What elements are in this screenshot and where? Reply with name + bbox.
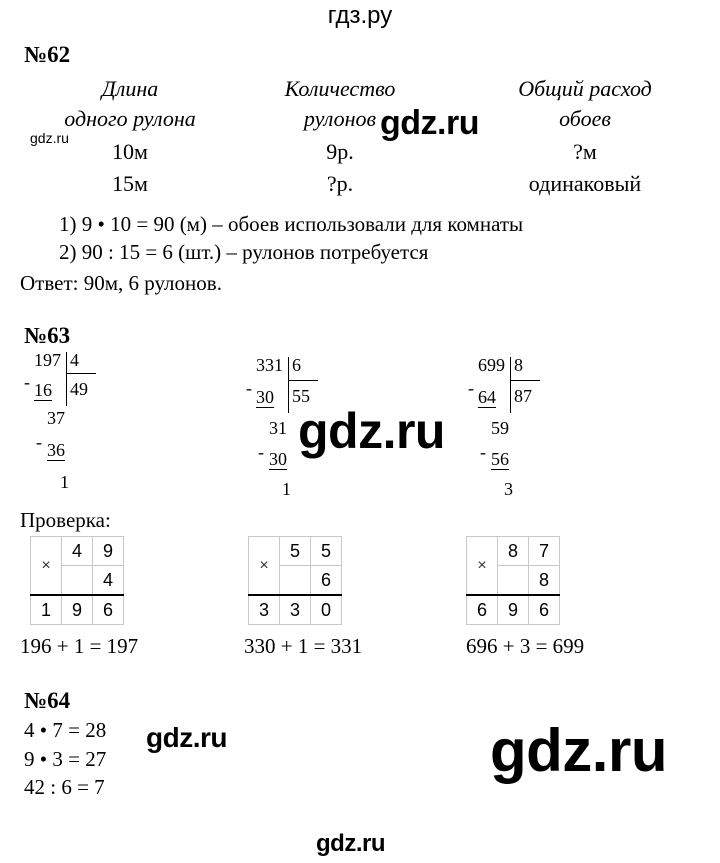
times-sign: × (467, 537, 498, 596)
minus-sign: - (24, 372, 30, 392)
site-title: гдз.ру (327, 2, 393, 29)
check-table-3 (466, 536, 560, 625)
header-roll-length-line1: Длина (101, 76, 159, 101)
subtrahend-2: 30 (269, 449, 287, 469)
subtrahend-1: 30 (256, 387, 274, 407)
digit: 0 (311, 595, 342, 625)
divisor: 4 (70, 350, 79, 370)
quotient: 49 (70, 379, 88, 399)
task-62-step-1: 1) 9 • 10 = 90 (м) – обоев использовали для комнаты (59, 212, 524, 236)
minus-sign: - (246, 378, 252, 398)
small-watermark-top: gdz.ru (30, 130, 69, 146)
digit: 8 (529, 566, 560, 596)
subtrahend-2: 56 (491, 449, 509, 469)
digit: 8 (498, 537, 529, 566)
partial-remainder: 37 (47, 408, 65, 428)
row1-count: 9р. (326, 139, 354, 164)
check-equation-3: 696 + 3 = 699 (466, 634, 585, 658)
quotient: 55 (292, 386, 310, 406)
times-sign: × (249, 537, 280, 596)
digit: 4 (62, 537, 93, 566)
row2-count: ?р. (326, 171, 354, 196)
minus-sign: - (468, 378, 474, 398)
times-sign: × (31, 537, 62, 596)
digit: 9 (62, 595, 93, 625)
task-62-step-2: 2) 90 : 15 = 6 (шт.) – рулонов потребуется (59, 240, 429, 264)
quotient-line (288, 380, 318, 381)
header-roll-count-line2: рулонов (303, 106, 377, 131)
check-equation-2: 330 + 1 = 331 (244, 634, 363, 658)
remainder: 1 (282, 479, 291, 499)
task-64-line-2: 9 • 3 = 27 (24, 747, 107, 771)
check-table-2 (248, 536, 342, 625)
digit: 6 (467, 595, 498, 625)
digit: 6 (93, 595, 124, 625)
remainder: 3 (504, 479, 513, 499)
digit: 3 (280, 595, 311, 625)
division-bar (288, 357, 289, 413)
dividend: 197 (34, 350, 61, 370)
division-bar (510, 357, 511, 413)
subtrahend-2: 36 (47, 440, 65, 460)
minus-sign: - (258, 442, 264, 462)
partial-remainder: 31 (269, 418, 287, 438)
digit: 6 (311, 566, 342, 596)
divisor: 8 (514, 355, 523, 375)
digit: 5 (280, 537, 311, 566)
empty-cell (498, 566, 529, 596)
task-64-line-1: 4 • 7 = 28 (24, 718, 107, 742)
digit: 5 (311, 537, 342, 566)
task-64-number: №64 (24, 688, 71, 713)
check-equation-1: 196 + 1 = 197 (20, 634, 139, 658)
quotient-line (510, 380, 540, 381)
check-label: Проверка: (20, 508, 111, 532)
watermark-5: gdz.ru (316, 830, 385, 857)
check-table-1 (30, 536, 124, 625)
digit: 1 (31, 595, 62, 625)
digit: 9 (498, 595, 529, 625)
row2-length: 15м (112, 171, 148, 196)
header-total-usage-line2: обоев (559, 106, 611, 131)
header-roll-count-line1: Количество (284, 76, 396, 101)
digit: 4 (93, 566, 124, 596)
quotient: 87 (514, 386, 532, 406)
header-roll-length-line2: одного рулона (64, 106, 196, 131)
watermark-2: gdz.ru (298, 403, 445, 459)
dividend: 699 (478, 355, 505, 375)
task-62-answer: Ответ: 90м, 6 рулонов. (20, 271, 222, 295)
row1-total: ?м (573, 139, 597, 164)
division-bar (66, 352, 67, 406)
subtrahend-1: 64 (478, 387, 496, 407)
row1-length: 10м (112, 139, 148, 164)
task-63-number: №63 (24, 323, 71, 348)
dividend: 331 (256, 355, 283, 375)
watermark-1: gdz.ru (380, 104, 479, 142)
minus-sign: - (36, 432, 42, 452)
quotient-line (66, 373, 96, 374)
task-64-line-3: 42 : 6 = 7 (24, 775, 105, 799)
task-62-number: №62 (24, 42, 71, 67)
divisor: 6 (292, 355, 301, 375)
partial-remainder: 59 (491, 418, 509, 438)
digit: 6 (529, 595, 560, 625)
empty-cell (280, 566, 311, 596)
watermark-3: gdz.ru (146, 722, 227, 753)
digit: 3 (249, 595, 280, 625)
header-total-usage-line1: Общий расход (518, 76, 652, 101)
empty-cell (62, 566, 93, 596)
minus-sign: - (480, 442, 486, 462)
row2-total: одинаковый (528, 171, 642, 196)
digit: 9 (93, 537, 124, 566)
remainder: 1 (60, 472, 69, 492)
subtrahend-1: 16 (34, 380, 52, 400)
digit: 7 (529, 537, 560, 566)
watermark-4: gdz.ru (490, 717, 667, 784)
